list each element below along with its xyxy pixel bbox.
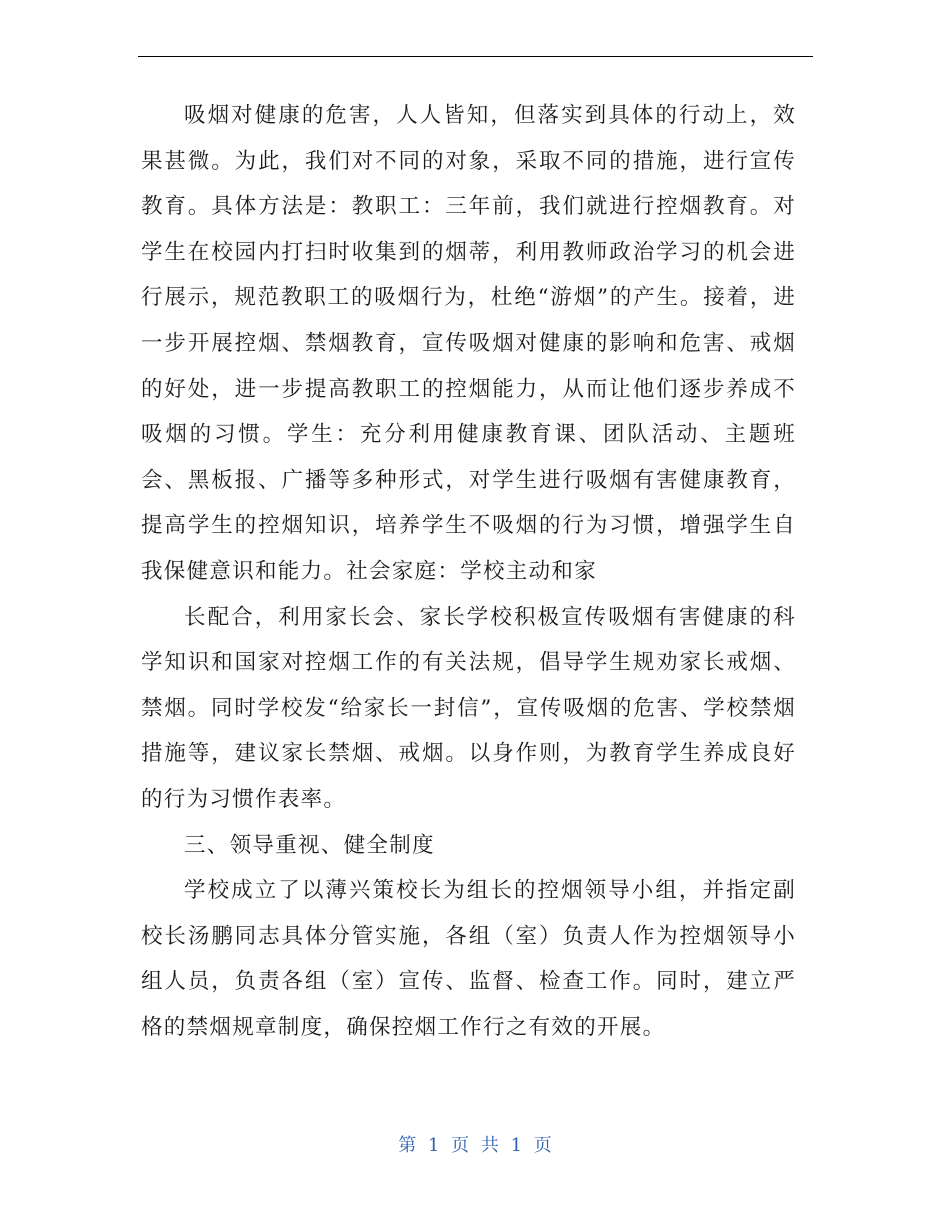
paragraph-parent-cooperation: 长配合，利用家长会、家长学校积极宣传吸烟有害健康的科学知识和国家对控烟工作的有关法规，倡导学生规劝家长戒烟、禁烟。同时学校发“给家长一封信”，宣传吸烟的危害、学校禁烟措施等，建议家长禁烟、戒烟。以身作则，为教育学生养成良好的行为习惯作表率。 — [141, 604, 796, 812]
section-heading-leadership: 三、领导重视、健全制度 — [184, 832, 435, 858]
paragraph-smoking-education: 吸烟对健康的危害，人人皆知，但落实到具体的行动上，效果甚微。为此，我们对不同的对象，采取不同的措施，进行宣传教育。具体方法是：教职工：三年前，我们就进行控烟教育。对学生在校园内打扫时收集到的烟蒂，利用教师政治学习的机会进行展示，规范教职工的吸烟行为，杜绝“游烟”的产生。接着，进一步开展控烟、禁烟教育，宣传吸烟对健康的影响和危害、戒烟的好处，进一步提高教职工的控烟能力，从而让他们逐步养成不吸烟的习惯。学生：充分利用健康教育课、团队活动、主题班会、黑板报、广播等多种形式，对学生进行吸烟有害健康教育，提高学生的控烟知识，培养学生不吸烟的行为习惯，增强学生自我保健意识和能力。社会家庭：学校主动和家 — [141, 103, 796, 584]
paragraph-leadership-group: 学校成立了以薄兴策校长为组长的控烟领导小组，并指定副校长汤鹏同志具体分管实施，各组（室）负责人作为控烟领导小组人员，负责各组（室）宣传、监督、检查工作。同时，建立严格的禁烟规章制度，确保控烟工作行之有效的开展。 — [141, 878, 796, 1040]
document-body — [141, 93, 796, 1050]
page-number-footer: 第 1 页 共 1 页 — [398, 1135, 552, 1156]
header-rule — [138, 56, 813, 57]
